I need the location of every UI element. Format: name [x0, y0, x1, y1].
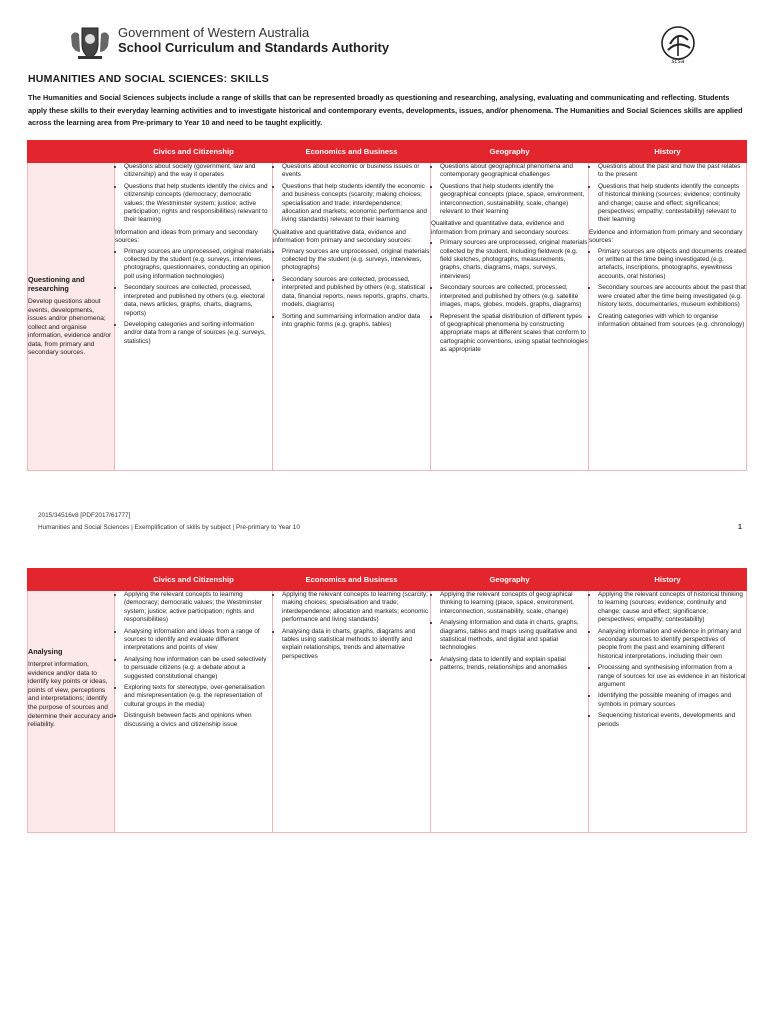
column-header-civics: Civics and Citizenship	[115, 141, 273, 163]
cell-geography	[431, 591, 589, 833]
list-item: • Questions that help students identify the geographical concepts (place, space, environment, interconnection, sustainability, scale, change) relevant to their learning	[440, 183, 588, 217]
row-description: Develop questions about events, developments, issues and/or phenomena; collect and organise information, evidence and/or data, from primary and secondary sources.	[28, 297, 112, 357]
document-id: 2015/34516v8 [PDF2017/61777]	[38, 512, 131, 519]
list-item: • Analysing information and evidence in primary and secondary sources to identify perspectives of people from the past and examining different historical interpretations, including their own	[598, 628, 746, 662]
document-title: HUMANITIES AND SOCIAL SCIENCES: SKILLS	[28, 73, 269, 85]
column-header-geography: Geography	[431, 141, 589, 163]
list-item: • Questions that help students identify the concepts of historical thinking (sources; evidence; continuity and change; cause and effect; significance; perspectives; empathy; contestability) relevant to their learning	[598, 183, 746, 225]
list-item: • Questions about society (government, law and citizenship) and the way it operates	[124, 163, 272, 180]
list-item: • Applying the relevant concepts of historical thinking to learning (sources; evidence; continuity and change; cause and effect; significance; perspectives; empathy; contestability)	[598, 591, 746, 625]
column-header-civics: Civics and Citizenship	[115, 569, 273, 591]
list-item: • Primary sources are unprocessed, original materials collected by the student (e.g. surveys, interviews, photographs)	[282, 248, 430, 273]
list-item: • Primary sources are objects and documents created or written at the time being investigated (e.g. artefacts, inscriptions, photographs, eyewitness accounts, oral histories)	[598, 248, 746, 282]
list-item: • Questions about the past and how the past relates to the present	[598, 163, 746, 180]
list-item: • Analysing how information can be used selectively to persuade citizens (e.g. a debate about a suggested constitutional change)	[124, 656, 272, 681]
list-item: • Applying the relevant concepts to learning (democracy; democratic values; the Westminster system; justice; active participation; rights and responsibilities)	[124, 591, 272, 625]
list-item: • Processing and synthesising information from a range of sources for use as evidence in an historical argument	[598, 664, 746, 689]
row-title: Questioning and researching	[28, 274, 85, 293]
list-item: • Secondary sources are collected, processed, interpreted and published by others (e.g. satellite images, maps, globes, models, graphs, diagrams)	[440, 284, 588, 309]
cell-history	[589, 591, 747, 833]
header-corner	[28, 569, 115, 591]
column-header-history: History	[589, 141, 747, 163]
list-item: • Questions about geographical phenomena and contemporary geographical challenges	[440, 163, 588, 180]
skills-table-analysing	[27, 568, 747, 833]
list-item: • Analysing information and ideas from a range of sources to identify and evaluate different interpretations and points of view	[124, 628, 272, 653]
column-header-geography: Geography	[431, 569, 589, 591]
cell-civics	[115, 163, 273, 471]
table-header-row	[28, 569, 747, 591]
footer-subtitle: Humanities and Social Sciences | Exemplification of skills by subject | Pre-primary to Year 10	[38, 524, 300, 531]
list-item: • Represent the spatial distribution of different types of geographical phenomena by constructing appropriate maps at different scales that conform to cartographic conventions, using spatial technologies as appropriate	[440, 313, 588, 355]
row-heading-cell	[28, 163, 115, 471]
list-item: • Primary sources are unprocessed, original materials collected by the student, including fieldwork (e.g. field sketches, photographs, measurements, graphs, charts, diagrams, maps, surveys, interviews)	[440, 239, 588, 281]
column-header-economics: Economics and Business	[273, 141, 431, 163]
list-item: • Sorting and summarising information and/or data into graphic forms (e.g. graphs, tables)	[282, 313, 430, 330]
skills-table-questioning	[27, 140, 747, 471]
list-item: • Developing categories and sorting information and/or data from a range of sources (e.g. surveys, statistics)	[124, 321, 272, 346]
intro-paragraph: The Humanities and Social Sciences subjects include a range of skills that can be represented broadly as questioning and researching, analysing, evaluating and communicating and reflecting. Students apply these skills to their everyday learning activities and to investigate historical and contemporary events, developments, issues, and/or phenomena. The Humanities and Social Sciences skills are applied across the learning area from Pre-primary to Year 10 and need to be taught explicitly.	[28, 93, 743, 127]
list-item: • Creating categories with which to organise information obtained from sources (e.g. chronology)	[598, 313, 746, 330]
table-row	[28, 163, 747, 471]
wa-government-crest-logo	[68, 22, 112, 62]
authority-name: School Curriculum and Standards Authority	[118, 40, 390, 55]
header-corner	[28, 141, 115, 163]
list-item: • Sequencing historical events, developments and periods	[598, 712, 746, 729]
government-name: Government of Western Australia	[118, 25, 310, 40]
page-number: 1	[738, 524, 742, 531]
list-item: • Secondary sources are collected, processed, interpreted and published by others (e.g. electoral data, news articles, graphs, charts, diagrams, reports)	[124, 284, 272, 318]
table-row	[28, 591, 747, 833]
list-item: • Primary sources are unprocessed, original materials collected by the student (e.g. surveys, interviews, photographs, questionnaires, conducting an opinion poll using information technologies)	[124, 248, 272, 282]
table-header-row	[28, 141, 747, 163]
cell-paragraph: Qualitative and quantitative data, evidence and information from primary and secondary sources:	[431, 220, 570, 236]
list-item: • Identifying the possible meaning of images and symbols in primary sources	[598, 692, 746, 709]
list-item: • Secondary sources are collected, processed, interpreted and published by others (e.g. statistical data, financial reports, news reports, graphs, charts, models, diagrams)	[282, 276, 430, 310]
column-header-economics: Economics and Business	[273, 569, 431, 591]
list-item: • Applying the relevant concepts to learning (scarcity; making choices; specialisation and trade; interdependence; allocation and markets; economic performance and living standards)	[282, 591, 430, 625]
cell-paragraph: Qualitative and quantitative data, evidence and information from primary and secondary sources:	[273, 228, 412, 245]
cell-civics	[115, 591, 273, 833]
list-item: • Analysing data in charts, graphs, diagrams and tables using statistical methods to identify and explain relationships, trends and alternative perspectives	[282, 628, 430, 662]
cell-history	[589, 163, 747, 471]
scsa-logo	[656, 22, 702, 64]
list-item: • Analysing information and data in charts, graphs, diagrams, tables and maps using qualitative and statistical methods, and digital and spatial technologies	[440, 619, 588, 653]
list-item: • Questions about economic or business issues or events	[282, 163, 430, 180]
list-item: • Analysing data to identify and explain spatial patterns, trends, relationships and anomalies	[440, 656, 588, 673]
row-heading-cell	[28, 591, 115, 833]
list-item: • Questions that help students identify the civics and citizenship concepts (democracy; democratic values; the Westminster system; justice; active participation; rights and responsibilities) relevant to their learning	[124, 183, 272, 225]
list-item: • Distinguish between facts and opinions when discussing a civics and citizenship issue	[124, 712, 272, 729]
svg-text:scsa: scsa	[671, 58, 685, 64]
cell-geography	[431, 163, 589, 471]
cell-paragraph: Information and ideas from primary and secondary sources:	[115, 228, 258, 245]
cell-economics	[273, 163, 431, 471]
cell-economics	[273, 591, 431, 833]
list-item: • Applying the relevant concepts of geographical thinking to learning (place, space, environment, interconnection, sustainability, scale, change)	[440, 591, 588, 616]
row-title: Analysing	[28, 647, 63, 656]
list-item: • Exploring texts for stereotype, over-generalisation and misrepresentation (e.g. the representation of cultural groups in the media)	[124, 684, 272, 709]
column-header-history: History	[589, 569, 747, 591]
list-item: • Questions that help students identify the economic and business concepts (scarcity; making choices; specialisation and trade; interdependence; allocation and markets; economic performance and living standards) relevant to their learning	[282, 183, 430, 225]
row-description: Interpret information, evidence and/or data to identify key points or ideas, points of view, perceptions and interpretations; identify the purpose of sources and determine their accuracy and reliability.	[28, 661, 114, 729]
list-item: • Secondary sources are accounts about the past that were created after the time being investigated (e.g. history texts, documentaries, museum exhibitions)	[598, 284, 746, 309]
cell-paragraph: Evidence and information from primary and secondary sources:	[589, 228, 743, 245]
